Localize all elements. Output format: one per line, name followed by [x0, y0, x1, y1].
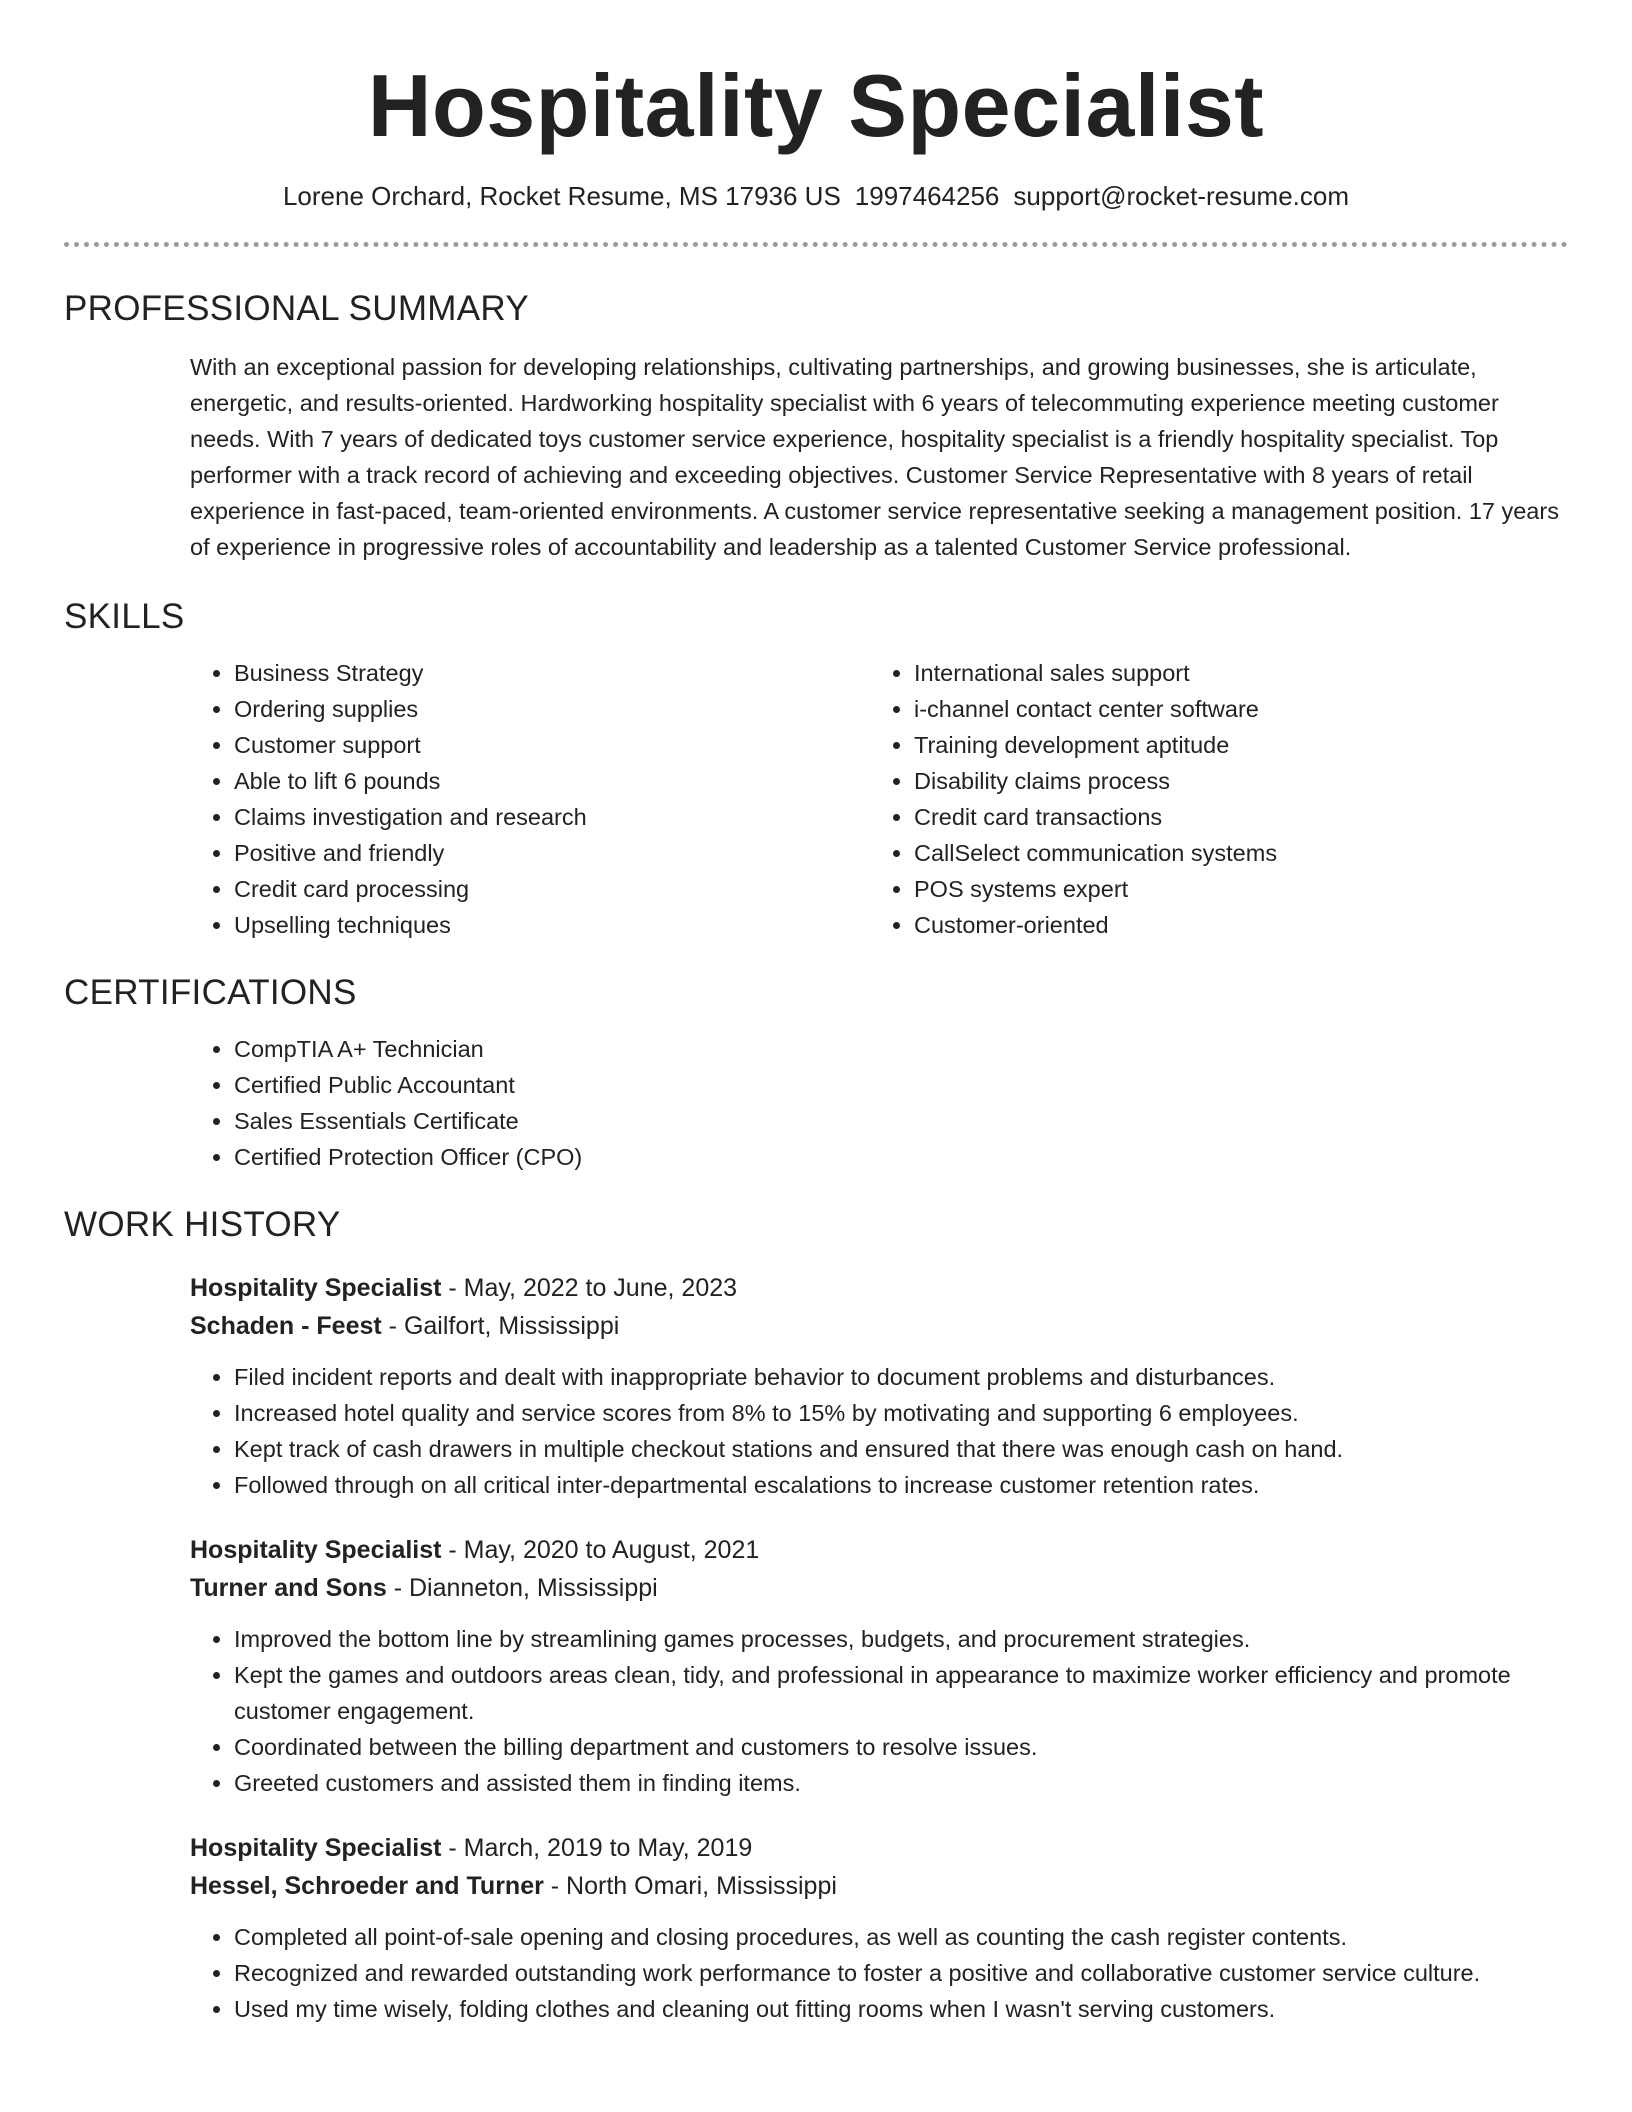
skill-item: • Ordering supplies: [234, 691, 870, 727]
job-role: Hospitality Specialist: [190, 1536, 442, 1564]
job-dates: - May, 2022 to June, 2023: [441, 1274, 738, 1302]
job-entry: [190, 1531, 1568, 1801]
skills-column-right: [870, 655, 1550, 943]
job-location: - Dianneton, Mississippi: [386, 1574, 658, 1602]
resume-header: [0, 0, 1632, 212]
skill-item: • Claims investigation and research: [234, 799, 870, 835]
job-bullet: • Used my time wisely, folding clothes and cleaning out fitting rooms when I wasn't serving customers.: [234, 1991, 1568, 2027]
skills-list-right: [870, 655, 1550, 943]
skills-list-left: [190, 655, 870, 943]
job-company: Turner and Sons: [190, 1574, 387, 1602]
certification-item: • Certified Public Accountant: [234, 1067, 1568, 1103]
certification-item: • CompTIA A+ Technician: [234, 1031, 1568, 1067]
job-bullet: • Kept the games and outdoors areas clean, tidy, and professional in appearance to maximize worker efficiency and promote customer engagement.: [234, 1657, 1568, 1729]
job-location: - North Omari, Mississippi: [543, 1872, 837, 1900]
job-entry: [190, 1829, 1568, 2027]
job-bullets: [64, 1621, 1568, 1801]
job-bullet: • Coordinated between the billing department and customers to resolve issues.: [234, 1729, 1568, 1765]
job-bullet: • Recognized and rewarded outstanding work performance to foster a positive and collaborative customer service culture.: [234, 1955, 1568, 1991]
skill-item: • Business Strategy: [234, 655, 870, 691]
contact-address: Lorene Orchard, Rocket Resume, MS 17936 US: [282, 181, 841, 211]
skills-column-left: [190, 655, 870, 943]
contact-phone: 1997464256: [854, 181, 1000, 211]
job-company-line: [190, 1307, 1568, 1345]
resume-name: Hospitality Specialist: [367, 56, 1265, 155]
job-role: Hospitality Specialist: [190, 1274, 442, 1302]
job-company-line: [190, 1867, 1568, 1905]
skill-item: • Customer support: [234, 727, 870, 763]
work-section: [64, 1203, 1568, 2027]
skill-item: • i-channel contact center software: [914, 691, 1550, 727]
skill-item: • Upselling techniques: [234, 907, 870, 943]
job-bullets: [64, 1359, 1568, 1503]
summary-section: [64, 287, 1568, 565]
skill-item: • Training development aptitude: [914, 727, 1550, 763]
skill-item: • International sales support: [914, 655, 1550, 691]
certification-item: • Certified Protection Officer (CPO): [234, 1139, 1568, 1175]
job-title-line: [190, 1531, 1568, 1569]
job-dates: - May, 2020 to August, 2021: [441, 1536, 760, 1564]
job-bullet: • Filed incident reports and dealt with inappropriate behavior to document problems and disturbances.: [234, 1359, 1568, 1395]
skill-item: • CallSelect communication systems: [914, 835, 1550, 871]
job-company: Hessel, Schroeder and Turner: [190, 1872, 544, 1900]
skill-item: • POS systems expert: [914, 871, 1550, 907]
jobs-list: [64, 1269, 1568, 2027]
certifications-list: [190, 1031, 1568, 1175]
job-company: Schaden - Feest: [190, 1312, 382, 1340]
skill-item: • Disability claims process: [914, 763, 1550, 799]
certification-item: • Sales Essentials Certificate: [234, 1103, 1568, 1139]
contact-email: support@rocket-resume.com: [1013, 181, 1350, 211]
job-location: - Gailfort, Mississippi: [381, 1312, 620, 1340]
certifications-title: CERTIFICATIONS: [64, 973, 357, 1012]
job-bullet: • Completed all point-of-sale opening and closing procedures, as well as counting the cash register contents.: [234, 1919, 1568, 1955]
job-bullet: • Increased hotel quality and service scores from 8% to 15% by motivating and supporting 6 employees.: [234, 1395, 1568, 1431]
skills-title: SKILLS: [64, 597, 185, 636]
skill-item: • Credit card transactions: [914, 799, 1550, 835]
job-title-line: [190, 1269, 1568, 1307]
summary-title: PROFESSIONAL SUMMARY: [64, 289, 529, 328]
job-bullets: [64, 1919, 1568, 2027]
job-bullet: • Kept track of cash drawers in multiple checkout stations and ensured that there was enough cash on hand.: [234, 1431, 1568, 1467]
skills-columns: [190, 655, 1568, 943]
job-entry: [190, 1269, 1568, 1503]
job-role: Hospitality Specialist: [190, 1834, 442, 1862]
certifications-section: [64, 971, 1568, 1175]
skill-item: • Positive and friendly: [234, 835, 870, 871]
job-dates: - March, 2019 to May, 2019: [441, 1834, 753, 1862]
contact-line: [0, 180, 1632, 212]
job-company-line: [190, 1569, 1568, 1607]
header-divider: [64, 242, 1568, 247]
job-bullet: • Followed through on all critical inter-departmental escalations to increase customer retention rates.: [234, 1467, 1568, 1503]
skill-item: • Able to lift 6 pounds: [234, 763, 870, 799]
job-title-line: [190, 1829, 1568, 1867]
skills-section: [64, 595, 1568, 943]
skill-item: • Credit card processing: [234, 871, 870, 907]
skill-item: • Customer-oriented: [914, 907, 1550, 943]
job-bullet: • Improved the bottom line by streamlining games processes, budgets, and procurement strategies.: [234, 1621, 1568, 1657]
job-bullet: • Greeted customers and assisted them in finding items.: [234, 1765, 1568, 1801]
summary-text: With an exceptional passion for developing relationships, cultivating partnerships, and growing businesses, she is articulate, energetic, and results-oriented. Hardworking hospitality specialist with 6 years of telecommuting experience meeting customer needs. With 7 years of dedicated toys customer service experience, hospitality specialist is a friendly hospitality specialist. Top performer with a track record of achieving and exceeding objectives. Customer Service Representative with 8 years of retail experience in fast-paced, team-oriented environments. A customer service representative seeking a management position. 17 years of experience in progressive roles of accountability and leadership as a talented Customer Service professional.: [190, 354, 1559, 560]
work-title: WORK HISTORY: [64, 1205, 341, 1244]
